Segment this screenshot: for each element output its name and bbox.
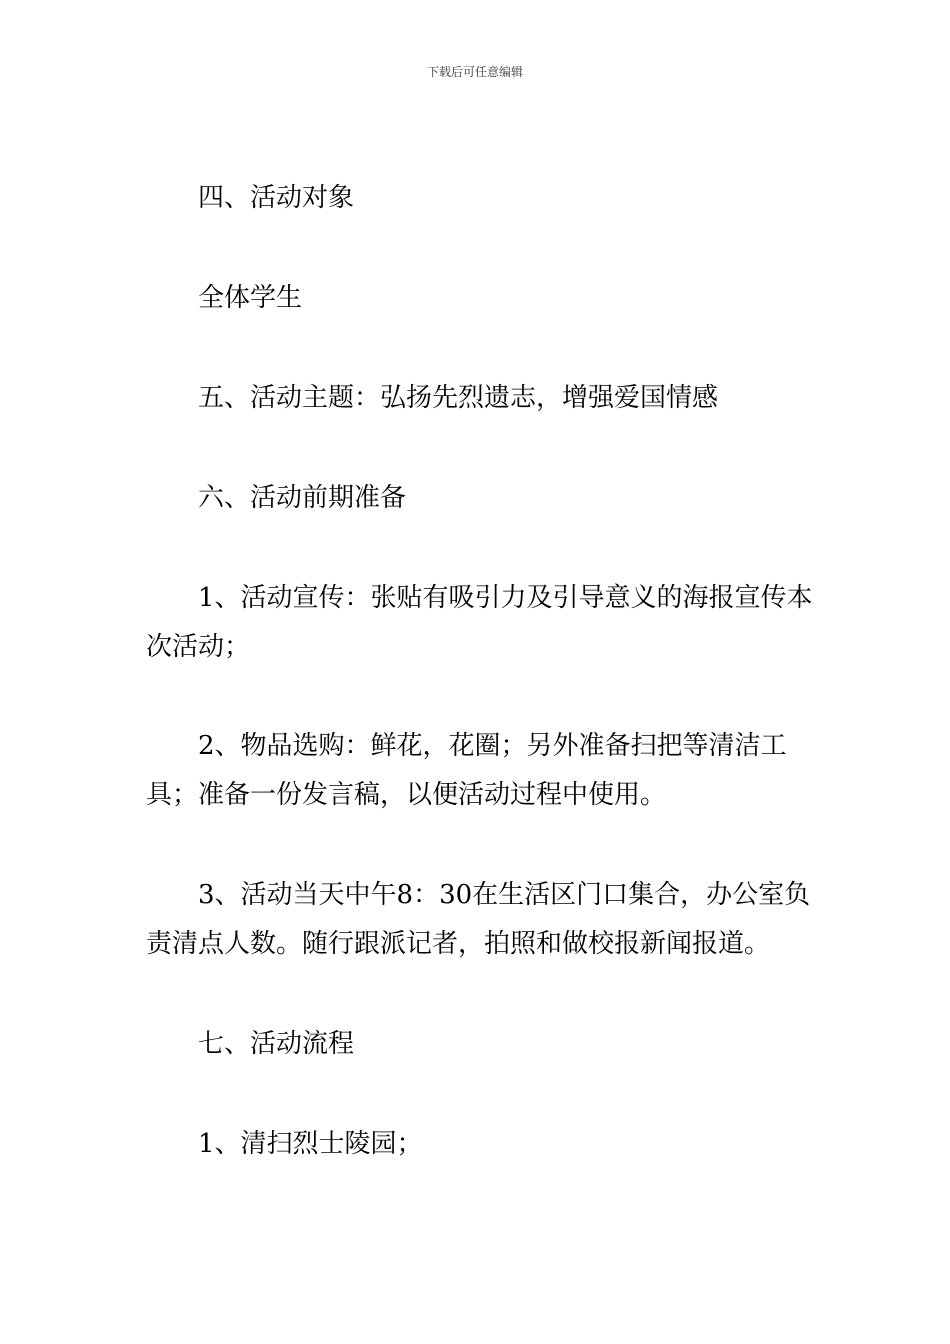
section-heading-theme: 五、活动主题：弘扬先烈遗志，增强爱国情感 (198, 383, 719, 413)
section-heading-preparation: 六、活动前期准备 (198, 483, 407, 513)
paragraph-promotion: 1、活动宣传：张贴有吸引力及引导意义的海报宣传本次活动； (146, 583, 813, 662)
paragraph-supplies: 2、物品选购：鲜花，花圈；另外准备扫把等清洁工具；准备一份发言稿，以便活动过程中使用。 (146, 731, 787, 810)
paragraph-assembly: 3、活动当天中午8：30在生活区门口集合，办公室负责清点人数。随行跟派记者，拍照和做校报新闻报道。 (146, 880, 811, 959)
paragraph-process-step-1: 1、清扫烈士陵园； (198, 1129, 423, 1159)
paragraph-target-audience: 全体学生 (198, 283, 303, 313)
page-header: 下载后可任意编辑 (426, 65, 523, 79)
section-heading-target: 四、活动对象 (198, 183, 355, 213)
section-heading-process: 七、活动流程 (198, 1029, 355, 1059)
